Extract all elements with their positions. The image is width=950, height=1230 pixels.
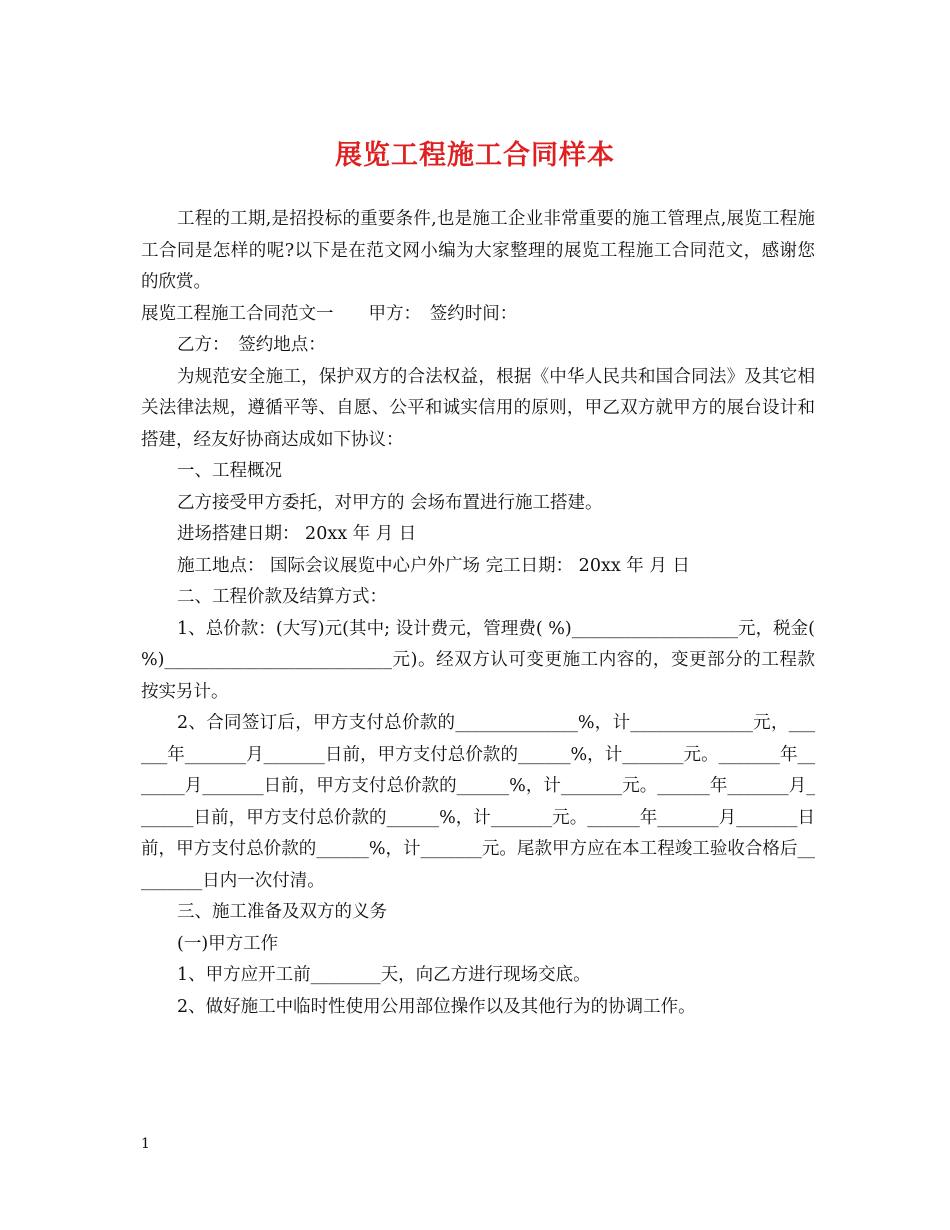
section-heading-price: 二、工程价款及结算方式：: [177, 587, 387, 607]
paragraph-payment-schedule: 2、合同签订后，甲方支付总价款的______________%，计______________元，______年_______月_______日前，甲方支付总价款的______%，计_______元。_______年_______月_______日前，甲方支付总价款的______%，计_______元。______年_______月_______日前，甲方支付总价款的______%，计_______元。______年_______月_______日前，甲方支付总价款的______%，计_______元。尾款甲方应在本工程竣工验收合格后_________日内一次付清。: [141, 713, 815, 891]
paragraph-commission: 乙方接受甲方委托，对甲方的 会场布置进行施工搭建。: [177, 492, 603, 513]
paragraph-total-price: 1、总价款：(大写)元(其中; 设计费元，管理费( %)___________________元，税金( %)__________________________元)。经双方认可变更施工内容的，变更部分的工程款按实另计。: [141, 618, 815, 702]
section-heading-obligations: 三、施工准备及双方的义务: [177, 902, 387, 922]
paragraph-location: 施工地点： 国际会议展览中心户外广场 完工日期： 20xx 年 月 日: [177, 555, 690, 576]
paragraph-obligation-2: 2、做好施工中临时性使用公用部位操作以及其他行为的协调工作。: [177, 996, 696, 1017]
paragraph-party-b: 乙方： 签约地点：: [177, 335, 326, 355]
document-body: [141, 204, 815, 1023]
paragraph-entry-date: 进场搭建日期： 20xx 年 月 日: [177, 524, 417, 544]
page-number: 1: [141, 1136, 150, 1152]
document-title: 展览工程施工合同样本: [335, 140, 615, 171]
section-heading-overview: 一、工程概况: [177, 461, 282, 481]
paragraph-preamble: 为规范安全施工，保护双方的合法权益，根据《中华人民共和国合同法》及其它相关法律法规，遵循平等、自愿、公平和诚实信用的原则，甲乙双方就甲方的展台设计和搭建，经友好协商达成如下协议：: [141, 366, 815, 450]
subsection-heading-party-a: (一)甲方工作: [177, 933, 279, 954]
paragraph-intro: 工程的工期,是招投标的重要条件,也是施工企业非常重要的施工管理点,展览工程施工合同是怎样的呢?以下是在范文网小编为大家整理的展览工程施工合同范文，感谢您的欣赏。: [141, 209, 815, 292]
paragraph-obligation-1: 1、甲方应开工前________天，向乙方进行现场交底。: [177, 965, 591, 985]
paragraph-contract-header: 展览工程施工合同范文一 甲方： 签约时间：: [141, 303, 518, 324]
